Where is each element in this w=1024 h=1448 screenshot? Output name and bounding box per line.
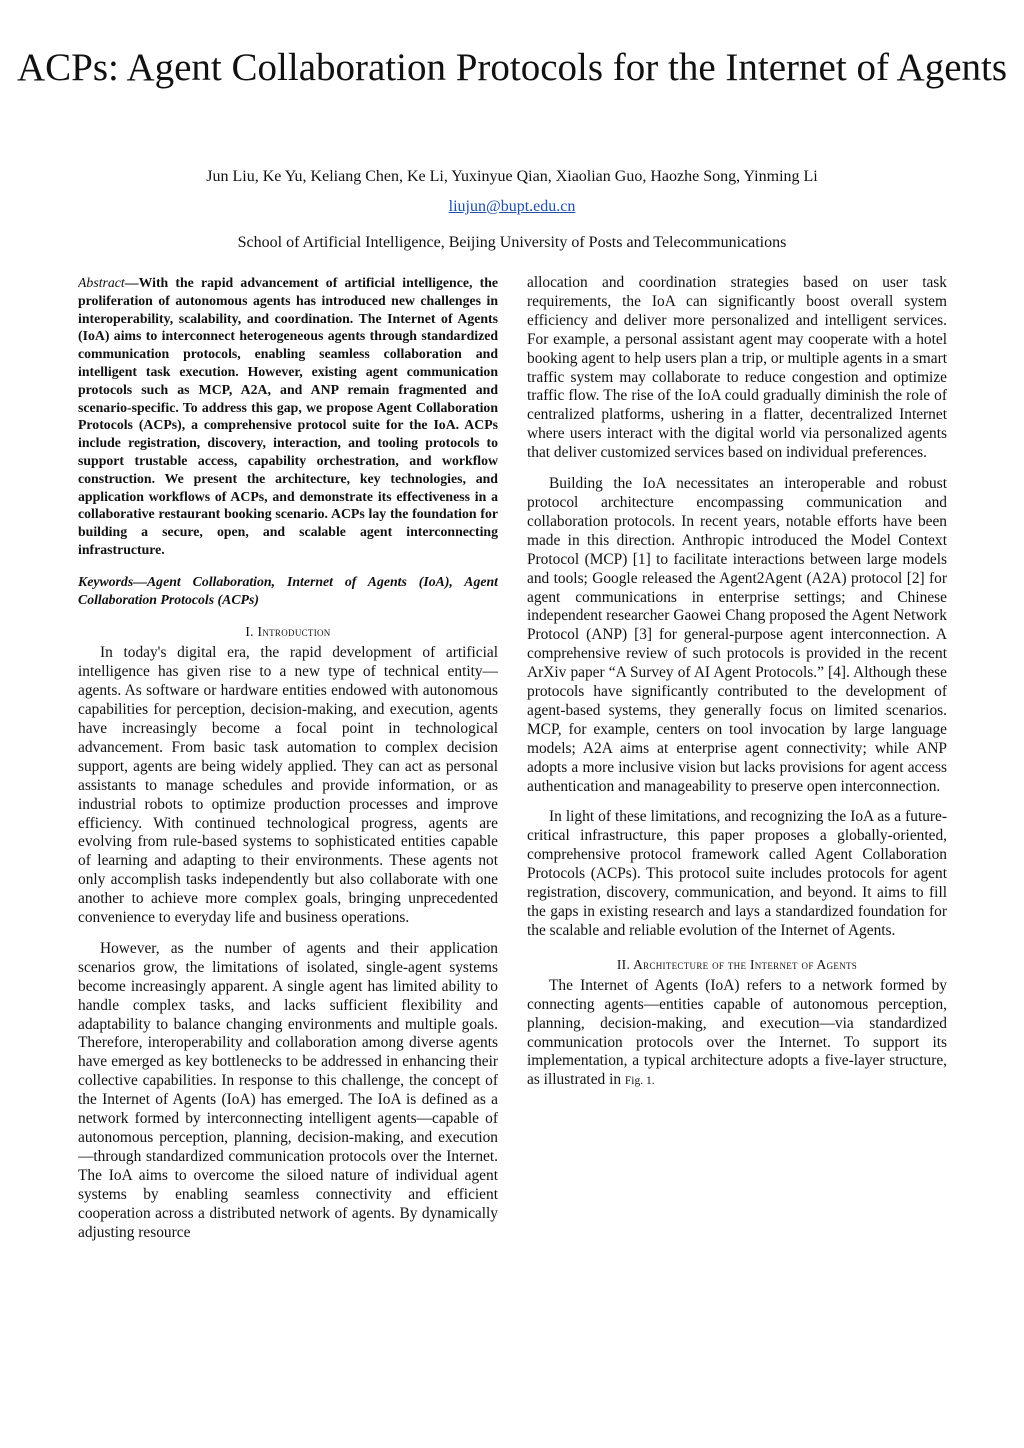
author-email: [0, 196, 1024, 218]
email-link[interactable]: liujun@bupt.edu.cn: [448, 198, 576, 215]
section-heading-introduction: I. Introduction: [245, 624, 331, 640]
right-column: [527, 274, 947, 1334]
figure-reference: Fig. 1.: [624, 1075, 655, 1088]
left-column: [78, 274, 498, 1334]
intro-paragraph-4: In light of these limitations, and recognizing the IoA as a future-critical infrastructure, this paper proposes a globally-oriented, comprehensive protocol framework called Agent Collaboration Protocols (ACPs). This protocol suite includes protocols for agent registration, discovery, communication, and beyond. It aims to fill the gaps in existing research and lays a standardized foundation for the scalable and reliable evolution of the Internet of Agents.: [527, 808, 947, 939]
intro-paragraph-2: However, as the number of agents and their application scenarios grow, the limitations of isolated, single-agent systems become increasingly apparent. A single agent has limited ability to handle complex tasks, and lacks sufficient flexibility and adaptability to balance changing environments and multiple goals. Therefore, interoperability and collaboration among diverse agents have emerged as key bottlenecks to be addressed in enhancing their collective capabilities. In response to this challenge, the concept of the Internet of Agents (IoA) has emerged. The IoA is defined as a network formed by interconnecting intelligent agents—capable of autonomous perception, planning, decision-making, and execution—through standardized communication protocols over the Internet. The IoA aims to overcome the siloed nature of individual agent systems by enabling seamless connectivity and efficient cooperation across a distributed network of agents. By dynamically adjusting resource: [78, 939, 498, 1241]
intro-paragraph-1: In today's digital era, the rapid development of artificial intelligence has given rise to a new type of technical entity—agents. As software or hardware entities endowed with autonomous capabilities for perception, decision-making, and execution, agents have increasingly become a focal point in technological advancement. From basic task automation to complex decision support, agents are being widely applied. They can act as personal assistants to manage schedules and provide information, or as industrial robots to optimize production processes and improve efficiency. With continued technological progress, agents are evolving from rule-based systems to sophisticated entities capable of learning and adapting to their environments. These agents not only accomplish tasks independently but also collaborate with one another to achieve more complex goals, bringing unprecedented convenience to everyday life and business operations.: [78, 644, 498, 927]
intro-paragraph-2-continued: allocation and coordination strategies based on user task requirements, the IoA can significantly boost overall system efficiency and deliver more personalized and intelligent services. For example, a personal assistant agent may cooperate with a hotel booking agent to help users plan a trip, or multiple agents in a smart traffic system may collaborate to reduce congestion and optimize traffic flow. The rise of the IoA could gradually diminish the role of centralized platforms, ushering in a flatter, decentralized Internet where users interact with the digital world via personalized agents that deliver customized services based on individual preferences.: [527, 274, 947, 462]
abstract-label: Abstract: [78, 275, 125, 290]
section-heading-architecture: II. Architecture of the Internet of Agents: [616, 956, 858, 972]
architecture-paragraph-1: [527, 977, 947, 1091]
affiliation: School of Artificial Intelligence, Beijing University of Posts and Telecommunications: [237, 234, 787, 251]
architecture-text: The Internet of Agents (IoA) refers to a network formed by connecting agents—entities capable of autonomous perception, planning, decision-making, and execution—via standardized communication protocols over the Internet. To support its implementation, a typical architecture adopts a five-layer structure, as illustrated in: [527, 976, 947, 1089]
author-list: Jun Liu, Ke Yu, Keliang Chen, Ke Li, Yuxinyue Qian, Xiaolian Guo, Haozhe Song, Yinming Li: [206, 168, 818, 185]
abstract-body: —With the rapid advancement of artificial intelligence, the proliferation of autonomous agents has introduced new challenges in interoperability, scalability, and coordination. The Internet of Agents (IoA) aims to interconnect heterogeneous agents through standardized communication protocols, enabling seamless collaboration and intelligent task execution. However, existing agent communication protocols such as MCP, A2A, and ANP remain fragmented and scenario-specific. To address this gap, we propose Agent Collaboration Protocols (ACPs), a comprehensive protocol suite for the IoA. ACPs include registration, discovery, interaction, and tooling protocols to support trustable access, capability orchestration, and workflow construction. We present the architecture, key technologies, and application workflows of ACPs, and demonstrate its effectiveness in a collaborative restaurant booking scenario. ACPs lay the foundation for building a secure, open, and scalable agent interconnecting infrastructure.: [78, 275, 498, 557]
paper-title: ACPs: Agent Collaboration Protocols for the Internet of Agents: [16, 46, 1008, 89]
abstract: [78, 274, 498, 559]
keywords: Keywords—Agent Collaboration, Internet of Agents (IoA), Agent Collaboration Protocols (ACPs): [78, 573, 498, 607]
intro-paragraph-3: Building the IoA necessitates an interoperable and robust protocol architecture encompassing communication and collaboration protocols. In recent years, notable efforts have been made in this direction. Anthropic introduced the Model Context Protocol (MCP) [1] to facilitate interactions between large models and tools; Google released the Agent2Agent (A2A) protocol [2] for agent communications in enterprise settings; and Chinese independent researcher Gaowei Chang proposed the Agent Network Protocol (ANP) [3] for general-purpose agent interconnection. A comprehensive review of such protocols is provided in the recent ArXiv paper “A Survey of AI Agent Protocols.” [4]. Although these protocols have significantly contributed to the development of agent-based systems, they generally focus on limited scenarios. MCP, for example, centers on tool invocation by large language models; A2A aims at enterprise agent connectivity; while ANP adopts a more inclusive vision but lacks provisions for agent access authentication and manageability to preserve open interconnection.: [527, 475, 947, 795]
